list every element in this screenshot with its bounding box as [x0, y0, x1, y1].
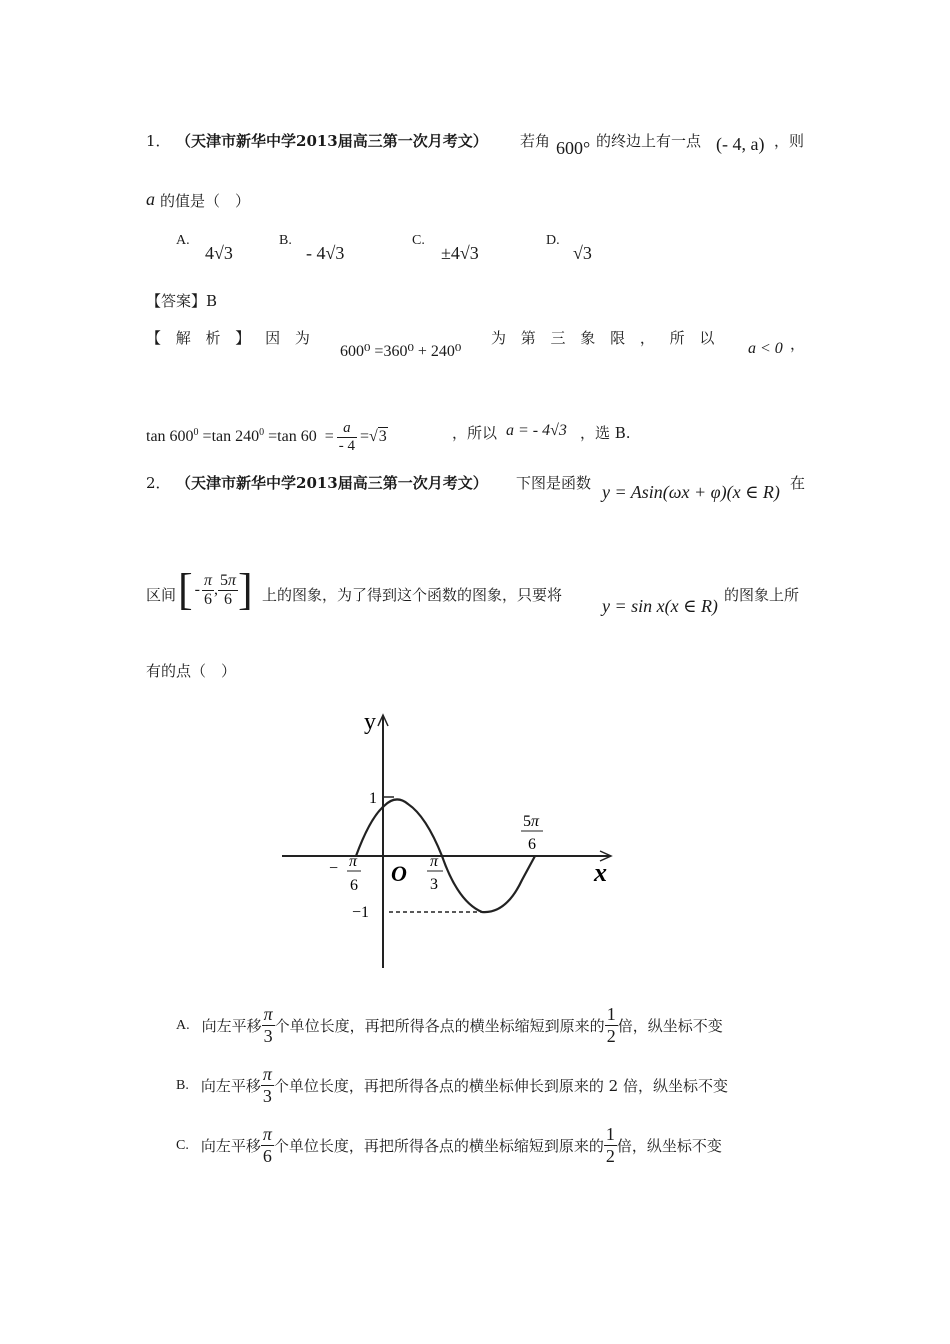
q2-option-c-frac: $\frac{\pi}{6}$ [262, 1124, 272, 1166]
q2-option-c-post: 倍，纵坐标不变 [616, 1137, 722, 1155]
q2-option-c-label: C. [176, 1137, 189, 1153]
q2-line3: 有的点（ ） [146, 662, 237, 680]
q1-option-d-value: √3 [573, 243, 592, 263]
q1-number: 1． [146, 132, 171, 150]
q2-line2-c: 的图象上所 [724, 586, 800, 604]
q1-text-a: 若角 [520, 132, 551, 150]
svg-text:6: 6 [350, 877, 358, 894]
q2-number: 2． [146, 474, 171, 492]
q2-text-a: 下图是函数 [516, 474, 592, 492]
x-tick-5pi-6 [521, 813, 543, 853]
q1-option-c-value: ±4√3 [441, 243, 479, 263]
sine-graph [270, 700, 630, 980]
q1-var-a: a [146, 189, 155, 209]
q2-option-a-label: A. [176, 1017, 190, 1033]
q1-option-a-label: A. [176, 233, 190, 248]
x-axis-label: x [594, 858, 607, 887]
q2-option-a [176, 1004, 723, 1047]
q1-option-c-label: C. [412, 233, 425, 248]
q1-analysis-eq: 600⁰ =360⁰ + 240⁰ [340, 343, 462, 360]
q2-source: （天津市新华中学2013届高三第一次月考文） [176, 474, 488, 492]
q2-option-b [176, 1064, 728, 1107]
q2-option-c-frac2: $\frac{1}{2}$ [605, 1124, 615, 1166]
x-tick-minus-pi-6 [329, 853, 361, 894]
q1-analysis-label: 【 解 析 】 因 为 [146, 329, 310, 347]
q2-option-b-label: B. [176, 1077, 189, 1093]
q2-option-a-frac2: $\frac{1}{2}$ [606, 1004, 616, 1046]
q1-option-b-label: B. [279, 233, 292, 248]
q1-text-b: 的终边上有一点 [596, 132, 702, 150]
q1-angle: 600° [556, 138, 591, 158]
q2-interval: [ - $\frac{\pi}{6}$ , $\frac{5\pi}{6}$ ] [178, 565, 253, 614]
q1-analysis-mid: 为 第 三 象 限 ， 所 以 [491, 329, 715, 347]
svg-text:6: 6 [528, 836, 536, 853]
y-axis-label: y [364, 709, 376, 735]
q2-line2-a: 区间 [146, 586, 177, 604]
q2-option-b-frac: $\frac{\pi}{3}$ [262, 1064, 272, 1106]
q1-tan-text1: ，所以 [452, 424, 498, 442]
q1-tan-eq: $\tan 600^0 =\tan$ $240^0 =\tan$ 60 = $\frac{a}{- 4}$ =√3 [146, 420, 387, 454]
q1-option-d-label: D. [546, 233, 560, 248]
tick-minus-one-label: −1 [352, 904, 370, 921]
q2-func: y = Asin(ωx + φ)(x ∈ R) [602, 482, 780, 502]
origin-label: O [391, 861, 407, 886]
q1-analysis-cond: a < 0 [748, 340, 783, 357]
svg-text:5π: 5π [523, 813, 540, 830]
q1-point: (- 4, a) [716, 134, 765, 154]
q1-tan-text2: ，选 B. [580, 424, 631, 442]
q2-option-c-mid: 个单位长度，再把所得各点的横坐标缩短到原来的 [273, 1137, 604, 1155]
q2-option-b-mid: 个单位长度，再把所得各点的横坐标伸长到原来的 2 倍，纵坐标不变 [273, 1077, 728, 1095]
q2-option-a-pre: 向左平移 [201, 1017, 262, 1035]
q2-option-a-frac: $\frac{\pi}{3}$ [263, 1004, 273, 1046]
tick-one-label: 1 [369, 790, 377, 807]
q1-line2-text: 的值是（ ） [160, 192, 251, 210]
x-tick-pi-3 [427, 853, 443, 893]
q2-func2: y = sin x(x ∈ R) [602, 596, 718, 616]
q1-option-b-value: - 4√3 [306, 243, 345, 263]
q1-tan-result: a = - 4√3 [506, 422, 567, 439]
q2-option-c [176, 1124, 722, 1167]
svg-text:π: π [430, 853, 439, 870]
q2-option-a-post: 倍，纵坐标不变 [617, 1017, 723, 1035]
q2-line2-b: 上的图象，为了得到这个函数的图象，只要将 [262, 586, 563, 604]
q1-text-c: ，则 [774, 132, 805, 150]
q1-answer: 【答案】B [146, 292, 218, 310]
q1-analysis-comma: ， [790, 335, 806, 353]
q2-text-b: 在 [790, 474, 806, 492]
q2-option-b-pre: 向左平移 [200, 1077, 261, 1095]
q2-option-c-pre: 向左平移 [200, 1137, 261, 1155]
q1-source: （天津市新华中学2013届高三第一次月考文） [176, 132, 488, 150]
q2-option-a-mid: 个单位长度，再把所得各点的横坐标缩短到原来的 [274, 1017, 605, 1035]
svg-text:π: π [349, 853, 358, 870]
svg-text:3: 3 [430, 876, 438, 893]
svg-text:−: − [329, 860, 339, 877]
q1-option-a-value: 4√3 [205, 243, 233, 263]
